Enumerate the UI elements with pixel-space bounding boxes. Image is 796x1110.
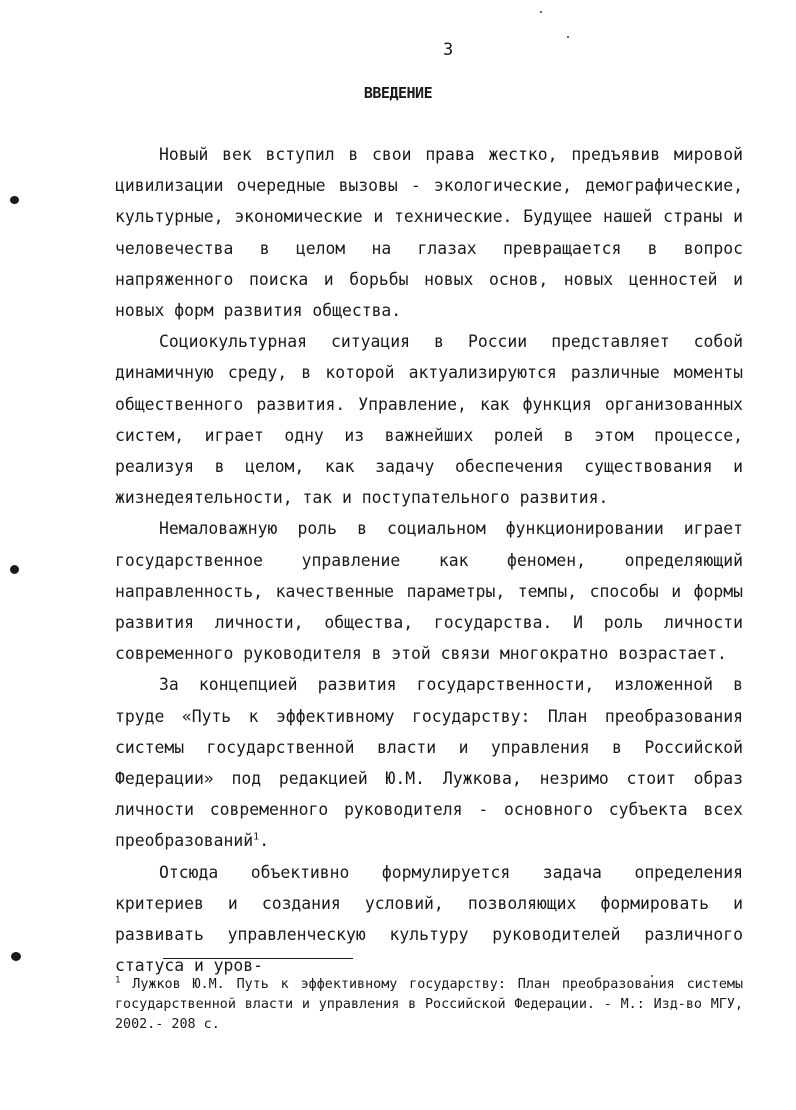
body-text bbox=[115, 139, 743, 981]
paragraph-4: За концепцией развития государственности, изложенной в труде «Путь к эффективному государству: План преобразования системы государственной власти и управления в Российской Федерации» под редакцией Ю.М. Лужкова, незримо стоит образ личности современного руководителя - основного субъекта всех преобразований$^1$. bbox=[115, 675, 743, 851]
footnote-marker: 1 bbox=[115, 975, 121, 986]
page-number: 3 bbox=[443, 40, 454, 60]
paragraph-2: Социокультурная ситуация в России представляет собой динамичную среду, в которой актуализируются различные моменты общественного развития. Управление, как функция организованных систем, играет одну из важнейших ролей в этом процессе, реализуя в целом, как задачу обеспечения существования и жизнедеятельности, так и поступательного развития. bbox=[115, 332, 743, 508]
paragraph-3: Немаловажную роль в социальном функционировании играет государственное управление как феномен, определяющий направленность, качественные параметры, темпы, способы и формы развития личности, общества, государства. И роль личности современного руководителя в этой связи многократно возрастает. bbox=[115, 519, 743, 664]
scan-speck-2 bbox=[567, 36, 569, 38]
scan-mark-bottom bbox=[11, 952, 21, 961]
scan-speck-1 bbox=[540, 11, 542, 13]
paragraph-1: Новый век вступил в свои права жестко, предъявив мировой цивилизации очередные вызовы - экологические, демографические, культурные, экономические и технические. Будущее нашей страны и человечества в целом на глазах превращается в вопрос напряженного поиска и борьбы новых основ, новых ценностей и новых форм развития общества. bbox=[115, 145, 743, 321]
scan-mark-middle bbox=[10, 565, 19, 574]
paragraph-5: Отсюда объективно формулируется задача определения критериев и создания условий, позволяющих формировать и развивать управленческую культуру руководителей различного статуса и уров- bbox=[115, 862, 743, 976]
paragraph-4-text: За концепцией развития государственности, изложенной в труде «Путь к эффективному государству: План преобразования системы государственной власти и управления в Российской Федерации» под редакцией Ю.М. Лужкова, незримо стоит образ личности современного руководителя - основного субъекта всех преобразований bbox=[115, 675, 743, 851]
footnote-text: Лужков Ю.М. Путь к эффективному государству: План преобразования системы государственной власти и управления в Российской Федерации. - М.: Изд-во МГУ, 2002.- 208 с. bbox=[115, 977, 744, 1032]
footnote-reference[interactable]: 1 bbox=[253, 832, 260, 843]
footnote bbox=[115, 975, 743, 1035]
section-heading: ВВЕДЕНИЕ bbox=[363, 84, 433, 102]
scan-mark-top bbox=[10, 196, 19, 204]
scan-speck-3 bbox=[651, 975, 653, 977]
footnote-separator bbox=[163, 958, 353, 959]
